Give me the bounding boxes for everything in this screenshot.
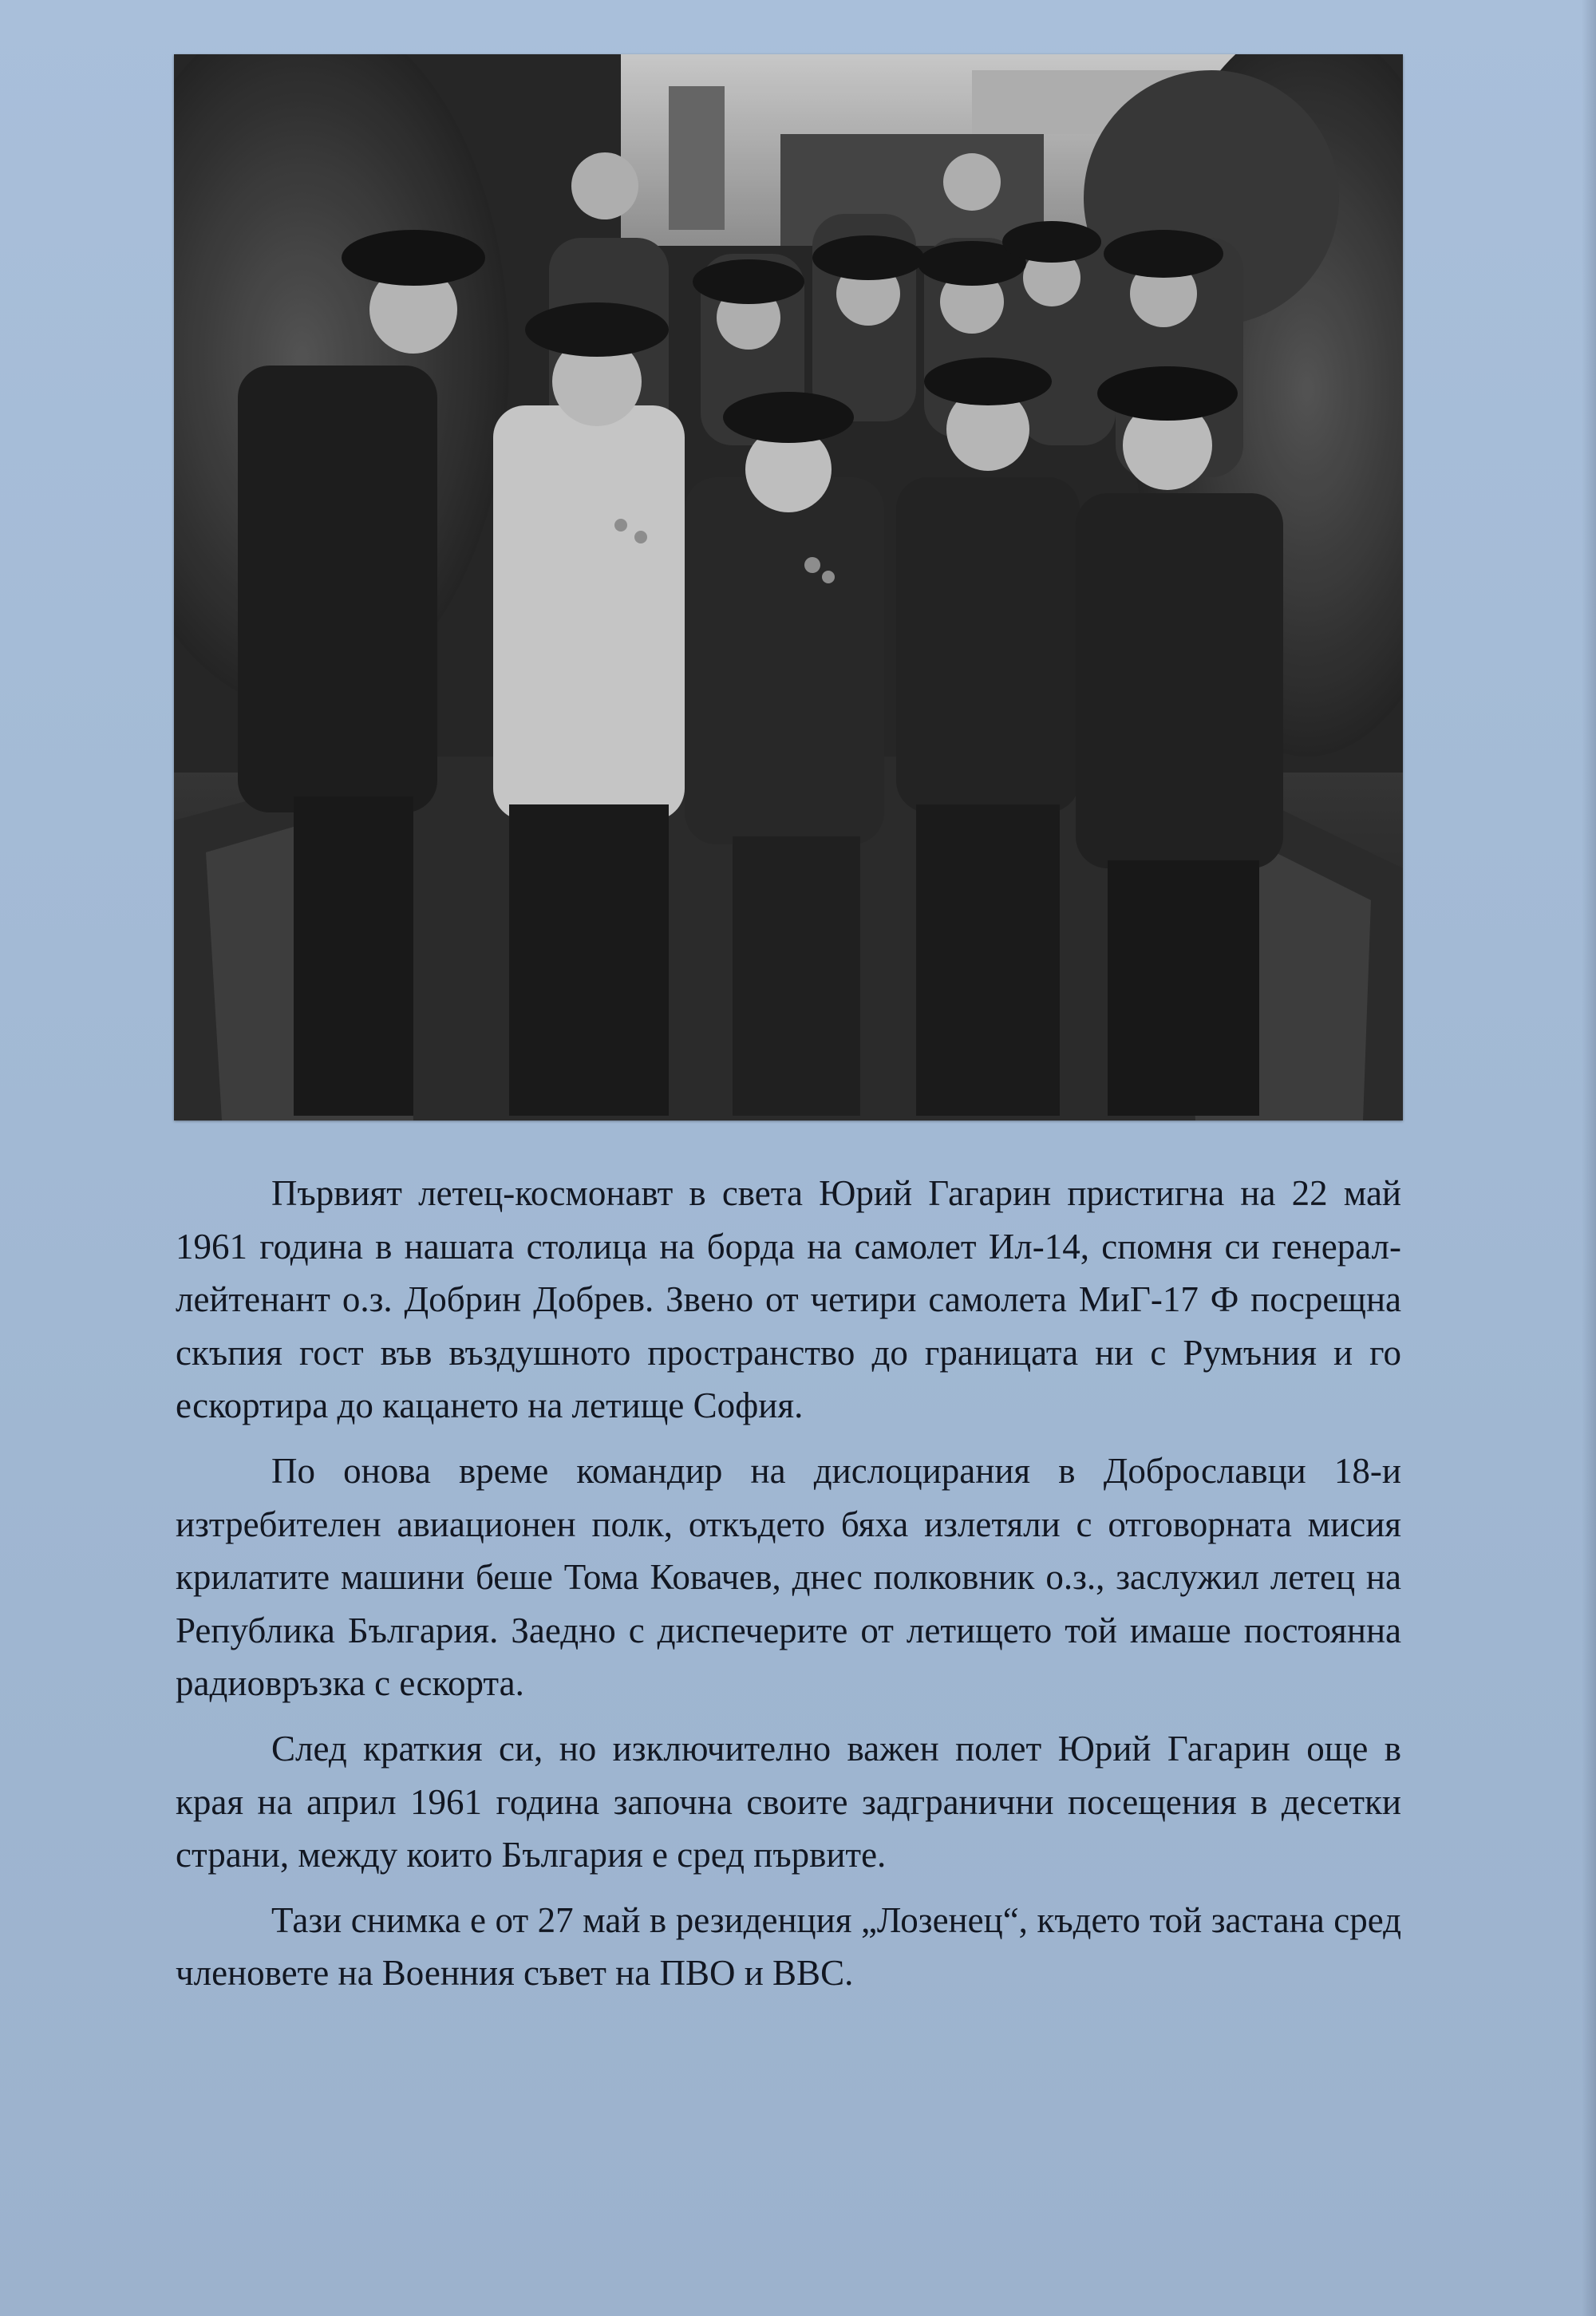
group-photo [174,54,1403,1120]
article-text [176,1167,1401,2012]
photo-image-icon [174,54,1403,1120]
paragraph-2: По онова време командир на дислоцирания в Доброславци 18-и изтребителен авиационен полк, откъдето бяха излетяли с отговорната мисия крилатите машини беше Тома Ковачев, днес полковник о.з., заслужил летец на Република България. Заедно с диспечерите от летището той имаше постоянна радиовръзка с ескорта. [176,1450,1401,1704]
book-cover-edge [1582,0,1596,2316]
paragraph-1: Първият летец-космонавт в света Юрий Гагарин пристигна на 22 май 1961 година в нашата столица на борда на самолет Ил-14, спомня си генерал-лейтенант о.з. Добрин Добрев. Звено от четири самолета МиГ-17 Ф посрещна скъпия гост във въздушното пространство до границата ни с Румъния и го ескортира до кацането на летище София. [176,1173,1401,1426]
paragraph-4: Тази снимка е от 27 май в резиденция „Лозенец“, където той застана сред членовете на Военния съвет на ПВО и ВВС. [176,1899,1401,1994]
paragraph-3: След краткия си, но изключително важен полет Юрий Гагарин още в края на април 1961 година започна своите задгранични посещения в десетки страни, между които България е сред първите. [176,1728,1401,1875]
